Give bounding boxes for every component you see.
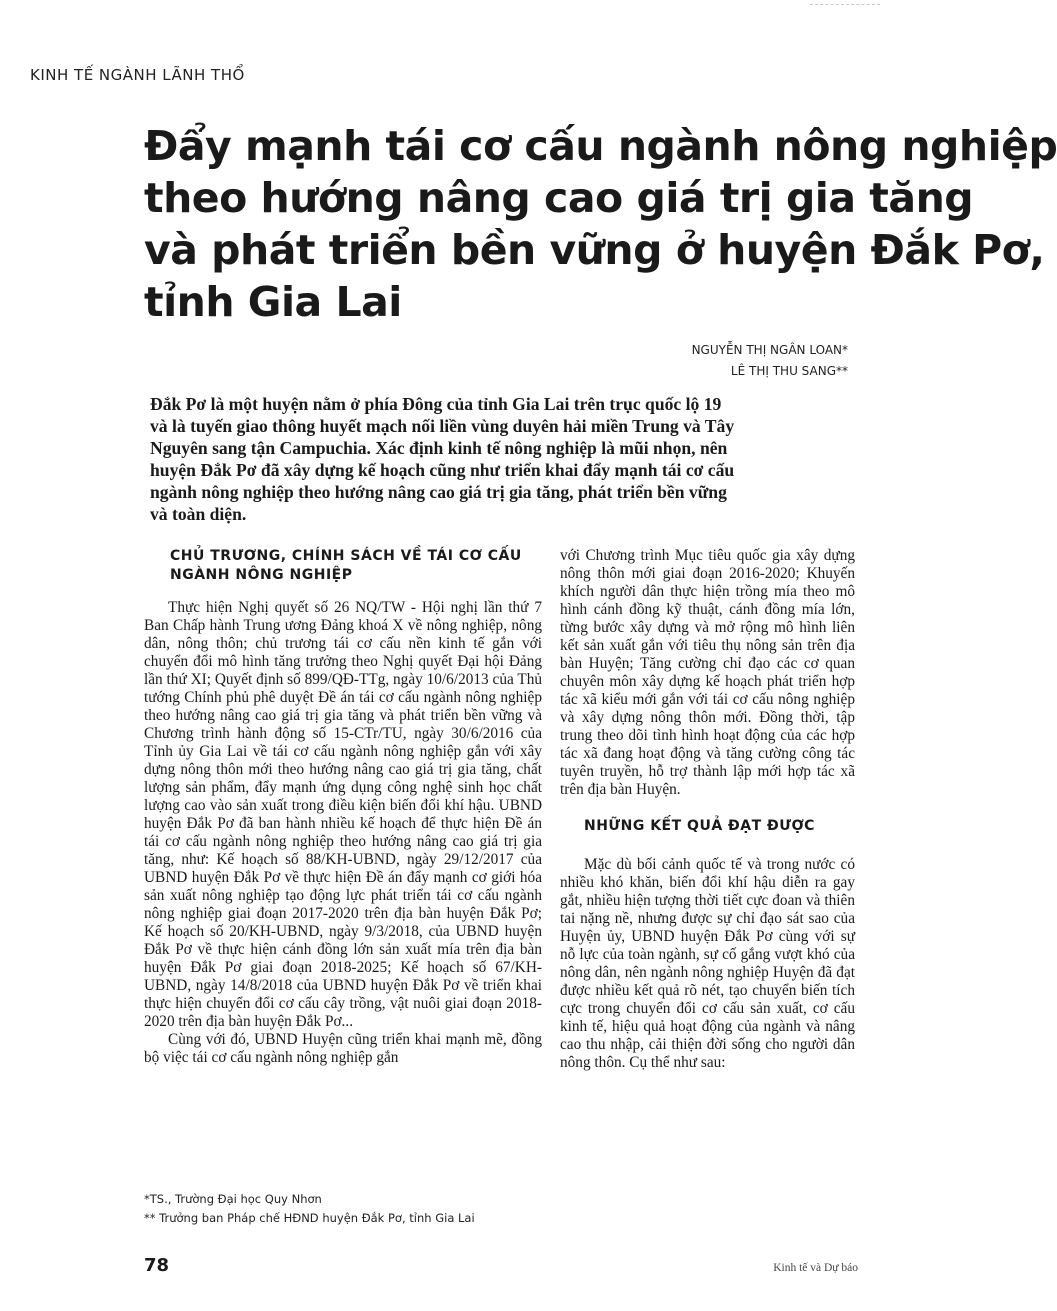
section-heading-policy: CHỦ TRƯƠNG, CHÍNH SÁCH VỀ TÁI CƠ CẤU NGÀNH NÔNG NGHIỆP [170, 548, 522, 583]
section-label: KINH TẾ NGÀNH LÃNH THỔ [30, 66, 245, 84]
abstract [150, 393, 862, 525]
author-name: NGUYỄN THỊ NGÂN LOAN* [691, 343, 848, 357]
section-heading-results: NHỮNG KẾT QUẢ ĐẠT ĐƯỢC [584, 818, 815, 834]
abstract-line: Nguyên sang tận Campuchia. Xác định kinh tế nông nghiệp là mũi nhọn, nên [150, 438, 728, 458]
article-title [144, 120, 1057, 328]
abstract-line: và toàn diện. [150, 504, 247, 524]
title-line: tỉnh Gia Lai [144, 278, 402, 326]
footnotes [144, 1190, 564, 1228]
title-line: theo hướng nâng cao giá trị gia tăng [144, 174, 974, 222]
journal-name: Kinh tế và Dự báo [773, 1262, 858, 1274]
title-line: Đẩy mạnh tái cơ cấu ngành nông nghiệp [144, 122, 1057, 170]
left-column [144, 547, 542, 1067]
abstract-line: ngành nông nghiệp theo hướng nâng cao giá trị gia tăng, phát triển bền vững [150, 482, 727, 502]
author-list [692, 340, 848, 382]
body-paragraph: với Chương trình Mục tiêu quốc gia xây dựng nông thôn mới giai đoạn 2016-2020; Khuyến khích người dân thực hiện trồng mía theo mô hình cánh đồng kỹ thuật, cánh đồng mía lớn, từng bước xây dựng và mở rộng mô hình liên kết sản xuất gắn với tiêu thụ nông sản trên địa bàn Huyện; Tăng cường chỉ đạo các cơ quan chuyên môn xây dựng kế hoạch phát triển hợp tác xã kiểu mới gắn với tái cơ cấu nông nghiệp và xây dựng nông thôn mới. Đồng thời, tập trung theo dõi tình hình hoạt động của các hợp tác xã đang hoạt động và tăng cường công tác tuyên truyền, hỗ trợ thành lập mới hợp tác xã trên địa bàn Huyện. [560, 547, 855, 798]
body-paragraph: Mặc dù bối cảnh quốc tế và trong nước có nhiều khó khăn, biến đổi khí hậu diễn ra gay gắt, nhiều hiện tượng thời tiết cực đoan và thiên tai nặng nề, nhưng được sự chỉ đạo sát sao của Huyện ủy, UBND huyện Đắk Pơ cùng với sự nỗ lực của toàn ngành, sự cố gắng vượt khó của nông dân, nên ngành nông nghiệp Huyện đã đạt được nhiều kết quả rõ nét, tạo chuyển biến tích cực trong chuyển đổi cơ cấu sản xuất, cơ cấu kinh tế, hiệu quả hoạt động của ngành và nâng cao thu nhập, cải thiện đời sống cho người dân nông thôn. Cụ thể như sau: [560, 856, 855, 1071]
footnote: *TS., Trường Đại học Quy Nhơn [144, 1192, 322, 1206]
author-name: LÊ THỊ THU SANG** [730, 364, 848, 378]
title-line: và phát triển bền vững ở huyện Đắk Pơ, [144, 226, 1045, 274]
abstract-line: huyện Đắk Pơ đã xây dựng kế hoạch cũng như triển khai đẩy mạnh tái cơ cấu [150, 460, 735, 480]
abstract-line: Đắk Pơ là một huyện nằm ở phía Đông của tỉnh Gia Lai trên trục quốc lộ 19 [150, 394, 722, 414]
page-number: 78 [144, 1255, 170, 1276]
right-column [560, 547, 855, 1072]
corner-mark [810, 4, 880, 5]
footnote: ** Trưởng ban Pháp chế HĐND huyện Đắk Pơ, tỉnh Gia Lai [144, 1211, 475, 1225]
body-paragraph: Cùng với đó, UBND Huyện cũng triển khai mạnh mẽ, đồng bộ việc tái cơ cấu ngành nông nghiệp gắn [144, 1031, 542, 1066]
body-paragraph: Thực hiện Nghị quyết số 26 NQ/TW - Hội nghị lần thứ 7 Ban Chấp hành Trung ương Đảng khoá X về nông nghiệp, nông dân, nông thôn; chủ trương tái cơ cấu nền kinh tế gắn với chuyển đổi mô hình tăng trưởng theo Nghị quyết Đại hội Đảng lần thứ XI; Quyết định số 899/QĐ-TTg, ngày 10/6/2013 của Thủ tướng Chính phủ phê duyệt Đề án tái cơ cấu ngành nông nghiệp theo hướng nâng cao giá trị gia tăng và phát triển bền vững và Chương trình hành động số 15-CTr/TU, ngày 30/6/2016 của Tỉnh ủy Gia Lai về tái cơ cấu ngành nông nghiệp gắn với xây dựng nông thôn mới theo hướng nâng cao giá trị gia tăng, chất lượng sản phẩm, đẩy mạnh ứng dụng công nghệ sinh học chất lượng cao vào sản xuất trong điều kiện biến đổi khí hậu. UBND huyện Đắk Pơ đã ban hành nhiều kế hoạch để thực hiện Đề án tái cơ cấu ngành nông nghiệp theo hướng nâng cao giá trị gia tăng, như: Kế hoạch số 88/KH-UBND, ngày 29/12/2017 của UBND huyện Đắk Pơ về thực hiện Đề án đẩy mạnh cơ giới hóa sản xuất nông nghiệp tạo động lực phát triển tái cơ cấu ngành nông nghiệp giai đoạn 2017-2020 trên địa bàn huyện Đắk Pơ; Kế hoạch số 20/KH-UBND, ngày 9/3/2018, của UBND huyện Đắk Pơ về thực hiện cánh đồng lớn sản xuất mía trên địa bàn huyện Đắk Pơ giai đoạn 2018-2025; Kế hoạch số 67/KH-UBND, ngày 14/8/2018 của UBND huyện Đắk Pơ về triển khai thực hiện chuyển đổi cơ cấu cây trồng, vật nuôi giai đoạn 2018-2020 trên địa bàn huyện Đắk Pơ... [144, 599, 542, 1030]
abstract-line: và là tuyến giao thông huyết mạch nối liền vùng duyên hải miền Trung và Tây [150, 416, 735, 436]
